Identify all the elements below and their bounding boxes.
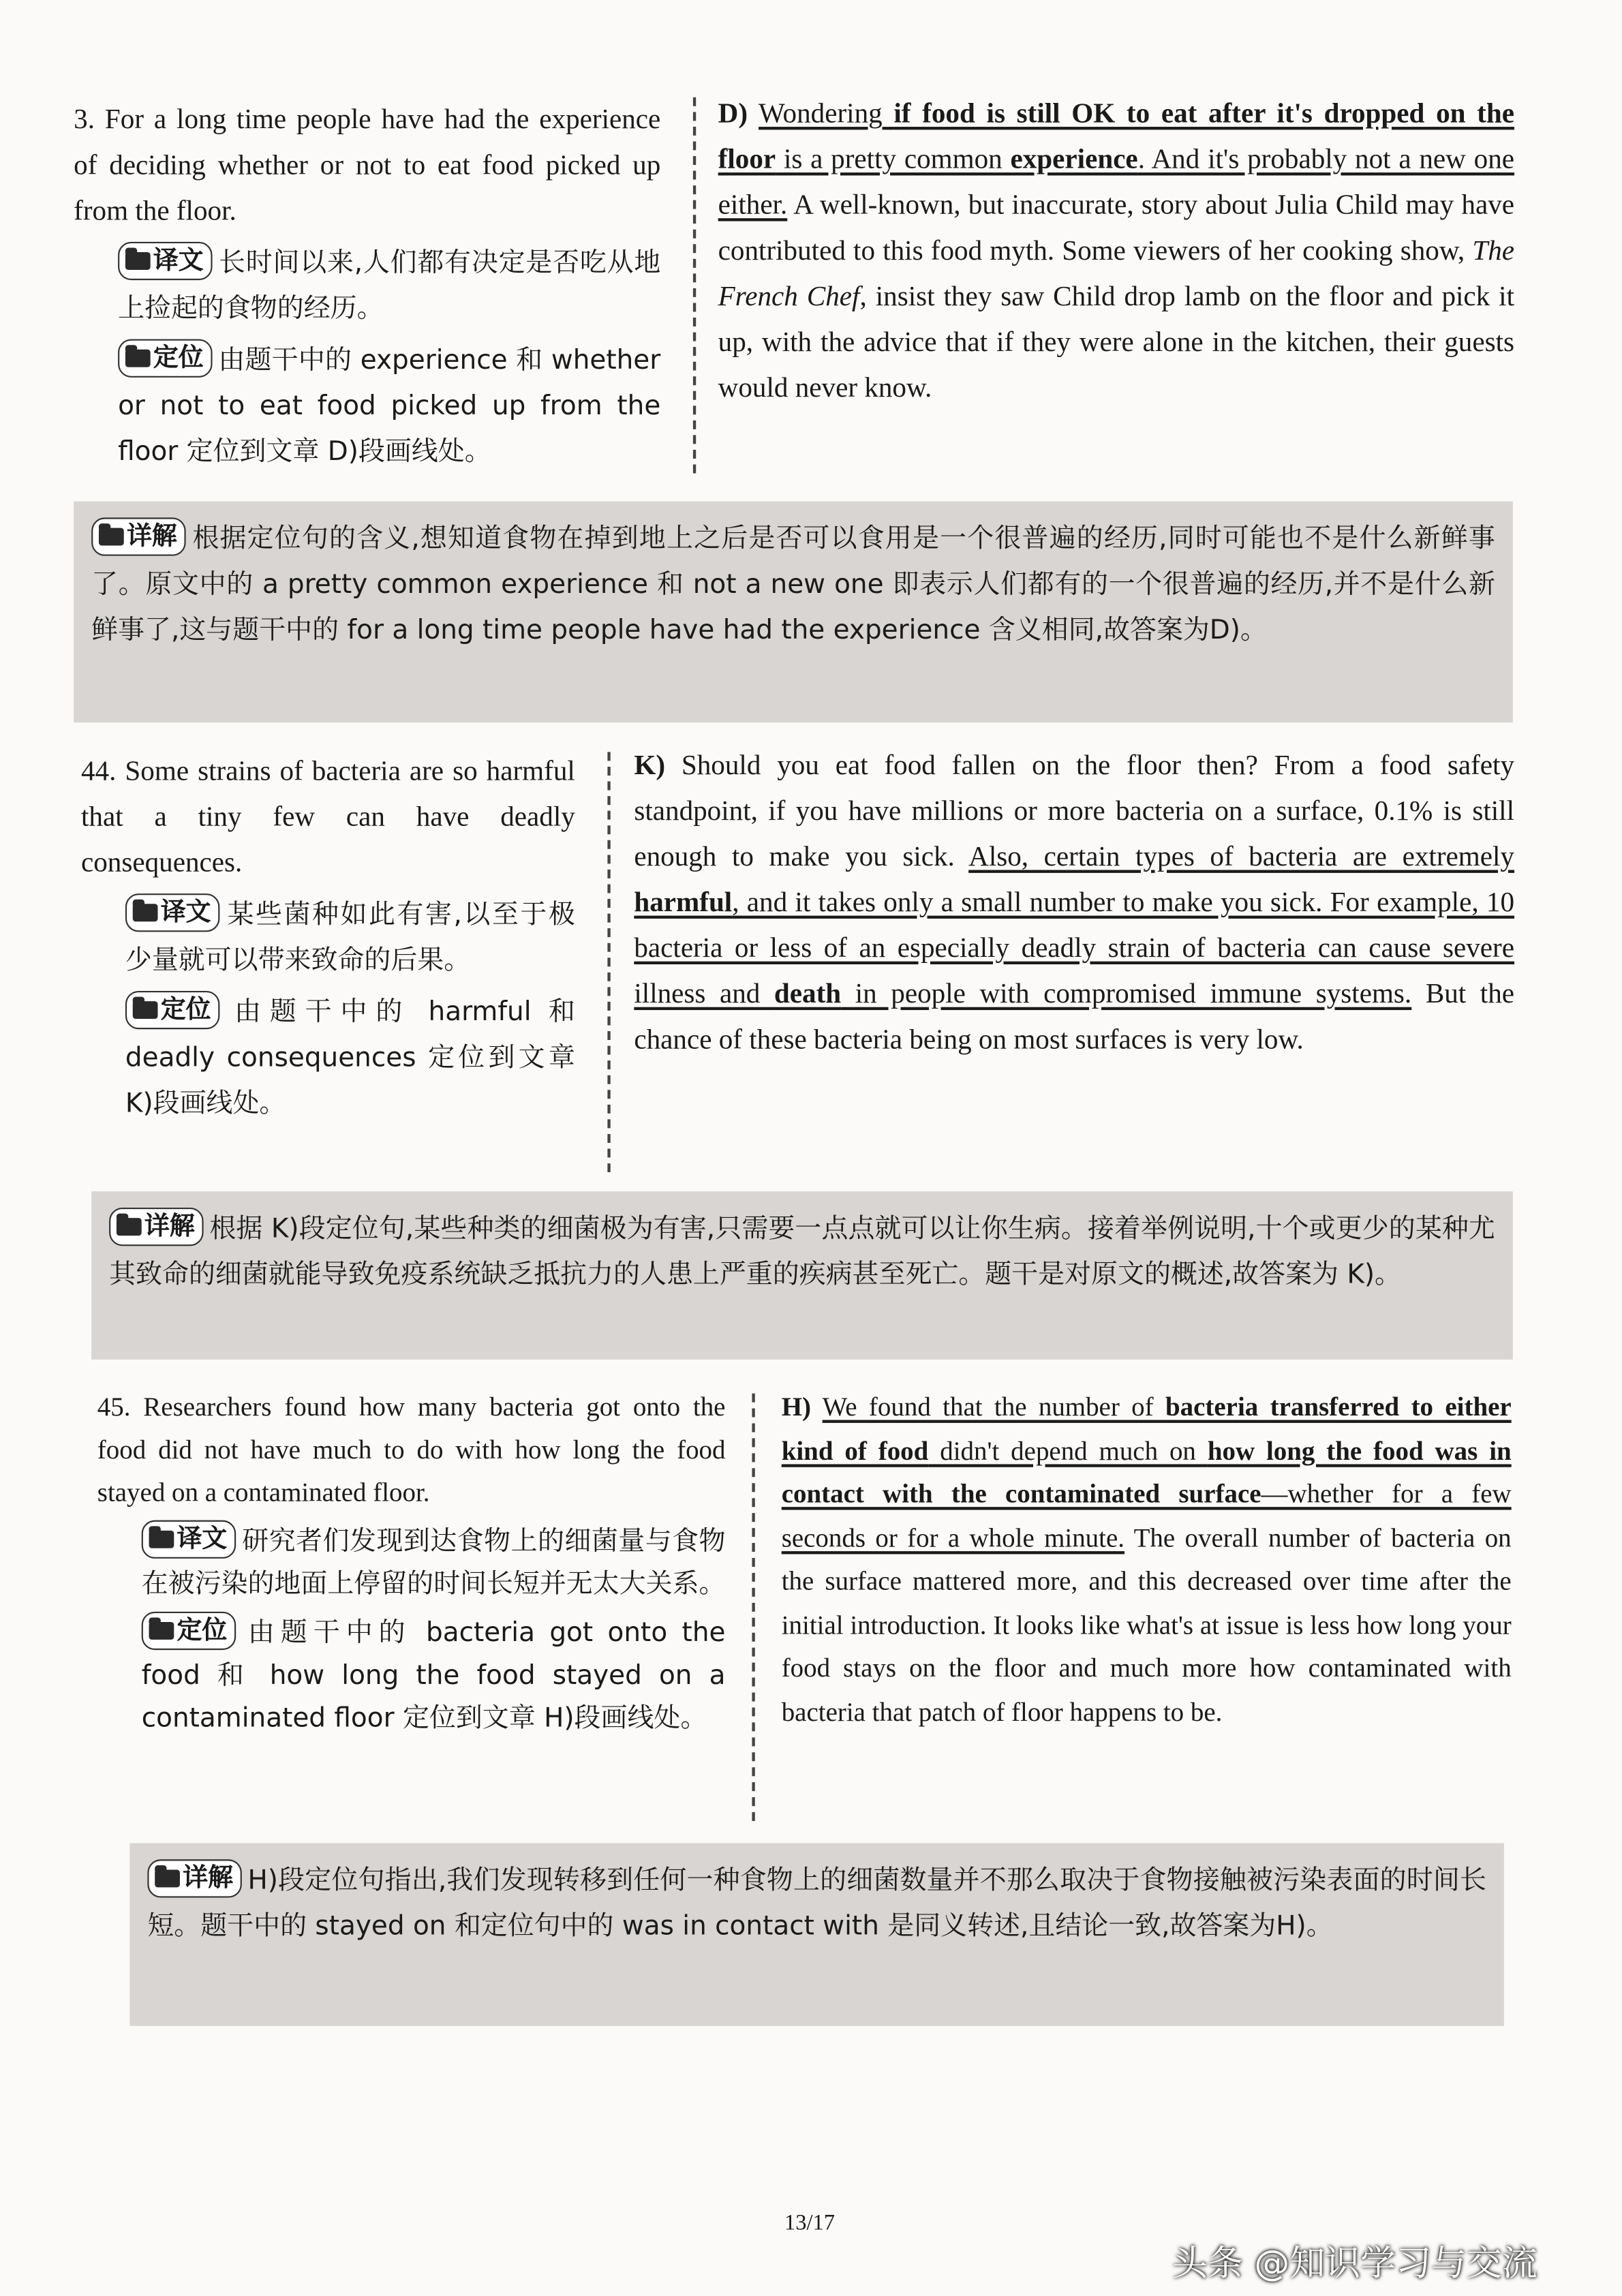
passage-H — [782, 1386, 1512, 1734]
detail-box-44 — [91, 1191, 1513, 1360]
folder-icon — [125, 350, 151, 367]
question-number: 45. — [97, 1392, 131, 1422]
passage-segment: Should you eat food fallen on the floor then? From a food safety standpoint, if you have millions or more bacteria on a surface, 0.1% is still enough to make you sick. — [634, 750, 1515, 873]
question-stem: For a long time people have had the experience of deciding whether or not to eat food picked up from the floor. — [74, 104, 661, 228]
tag-label: 译文 — [160, 898, 211, 928]
detail-box-43 — [74, 502, 1513, 723]
detail-text: 根据定位句的含义,想知道食物在掉到地上之后是否可以食用是一个很普遍的经历,同时可能也不是什么新鲜事了。原文中的 a pretty common experience 和 not a new one 即表示人们都有的一个很普遍的经历,并不是什么新鲜事了,这与题干中的 for a long time people have had the experience 含义相同,故答案为D)。 — [91, 523, 1495, 646]
passage-label: K) — [634, 750, 666, 782]
detail-box-45 — [129, 1843, 1503, 2026]
underlined-segment: bacteria transferred to either kind of food — [781, 1392, 1512, 1465]
column-divider — [693, 97, 696, 474]
underlined-segment: is a pretty common — [776, 144, 1011, 176]
underlined-segment: . And it's probably not a new one either. — [718, 144, 1515, 221]
translation-text: 研究者们发现到达食物上的细菌量与食物在被污染的地面上停留的时间长短并无太大关系。 — [141, 1526, 726, 1600]
underlined-segment: We found that the number of — [822, 1392, 1165, 1422]
passage-segment: A well-known, but inaccurate, story about Julia Child may have contributed to this food myth. Some viewers of her cooking show, — [718, 190, 1515, 267]
passage-label: H) — [781, 1392, 811, 1422]
passage-segment: The French Chef — [718, 236, 1515, 313]
passage-text — [782, 1392, 1512, 1726]
translation-tag — [142, 1520, 236, 1559]
underlined-segment: experience — [1010, 144, 1138, 176]
underlined-segment: death — [774, 979, 842, 1011]
folder-icon — [117, 1218, 142, 1236]
question-43 — [74, 97, 660, 475]
underlined-segment: harmful — [634, 887, 733, 919]
page-number: 13/17 — [784, 2211, 835, 2236]
underlined-segment: in people with compromised immune systems. — [841, 979, 1412, 1011]
underlined-segment: —whether for a few seconds or for a whole minute. — [781, 1479, 1512, 1552]
locate-text: 由题干中的 harmful 和 deadly consequences 定位到文章 K)段画线处。 — [125, 996, 575, 1120]
passage-text — [634, 750, 1514, 1056]
question-number: 44. — [80, 756, 117, 788]
locate-tag — [142, 1612, 236, 1650]
translation-text: 长时间以来,人们都有决定是否吃从地上捡起的食物的经历。 — [118, 247, 661, 324]
folder-icon — [149, 1622, 174, 1640]
underlined-segment: if food is still OK to eat after it's dropped on the floor — [718, 98, 1514, 176]
watermark: 头条 @知识学习与交流 — [1172, 2242, 1537, 2284]
question-45 — [97, 1386, 726, 1740]
locate-tag — [118, 339, 212, 378]
detail-tag — [109, 1208, 203, 1246]
folder-icon — [133, 1001, 158, 1019]
tag-label: 译文 — [177, 1525, 228, 1555]
folder-icon — [125, 252, 151, 270]
locate-text: 由题干中的 experience 和 whether or not to eat food picked up from the floor 定位到文章 D)段画线处。 — [118, 345, 661, 468]
passage-segment: , insist they saw Child drop lamb on the floor and pick it up, with the advice that if they were alone in the kitchen, their guests would never know. — [718, 281, 1515, 404]
folder-icon — [133, 904, 158, 921]
passage-label: D) — [718, 98, 748, 130]
underlined-segment: how long the food was in contact with the contaminated surface — [781, 1435, 1512, 1509]
tag-label: 详解 — [127, 521, 177, 552]
translation-tag — [118, 242, 212, 280]
underlined-segment: Wondering — [759, 98, 894, 130]
detail-tag — [91, 517, 185, 555]
passage-text — [718, 99, 1514, 404]
folder-icon — [149, 1531, 174, 1548]
locate-text: 由题干中的 bacteria got onto the food 和 how long the food stayed on a contaminated floor 定位到文章 H)段画线处。 — [141, 1617, 726, 1734]
column-divider — [752, 1394, 754, 1821]
question-stem: Some strains of bacteria are so harmful that a tiny few can have deadly consequences. — [80, 756, 575, 879]
locate-tag — [125, 991, 219, 1029]
tag-label: 定位 — [160, 995, 211, 1025]
passage-K — [634, 743, 1514, 1063]
translation-tag — [125, 893, 219, 932]
folder-icon — [155, 1869, 180, 1887]
tag-label: 详解 — [183, 1863, 233, 1894]
tag-label: 译文 — [153, 246, 204, 276]
underlined-segment: Also, certain types of bacteria are extremely — [968, 842, 1515, 873]
question-44 — [81, 749, 575, 1127]
passage-segment: But the chance of these bacteria being on most surfaces is very low. — [634, 979, 1515, 1056]
underlined-segment: didn't depend much on — [928, 1435, 1208, 1465]
question-number: 3. — [74, 104, 95, 136]
detail-text: 根据 K)段定位句,某些种类的细菌极为有害,只需要一点点就可以让你生病。接着举例说明,十个或更少的某种尤其致命的细菌就能导致免疫系统缺乏抵抗力的人患上严重的疾病甚至死亡。题干是对原文的概述,故答案为 K)。 — [109, 1213, 1495, 1291]
question-stem: Researchers found how many bacteria got onto the food did not have much to do with how long the food stayed on a contaminated floor. — [97, 1392, 726, 1507]
underlined-segment: , and it takes only a small number to make you sick. For example, 10 bacteria or less of an especially deadly strain of bacteria can cause severe illness and — [634, 887, 1515, 1011]
folder-icon — [99, 528, 124, 546]
passage-segment: The overall number of bacteria on the surface mattered more, and this decreased over time after the initial introduction. It looks like what's at issue is less how long your food stays on the floor and much more how contaminated with bacteria that patch of floor happens to be. — [781, 1522, 1512, 1726]
detail-tag — [147, 1859, 241, 1897]
tag-label: 定位 — [177, 1616, 228, 1646]
tag-label: 详解 — [144, 1212, 195, 1242]
column-divider — [607, 752, 610, 1172]
detail-text: H)段定位句指出,我们发现转移到任何一种食物上的细菌数量并不那么取决于食物接触被污染表面的时间长短。题干中的 stayed on 和定位句中的 was in contact with 是同义转述,且结论一致,故答案为H)。 — [147, 1865, 1486, 1942]
passage-D — [718, 91, 1514, 412]
tag-label: 定位 — [153, 343, 204, 373]
translation-text: 某些菌种如此有害,以至于极少量就可以带来致命的后果。 — [125, 899, 575, 977]
